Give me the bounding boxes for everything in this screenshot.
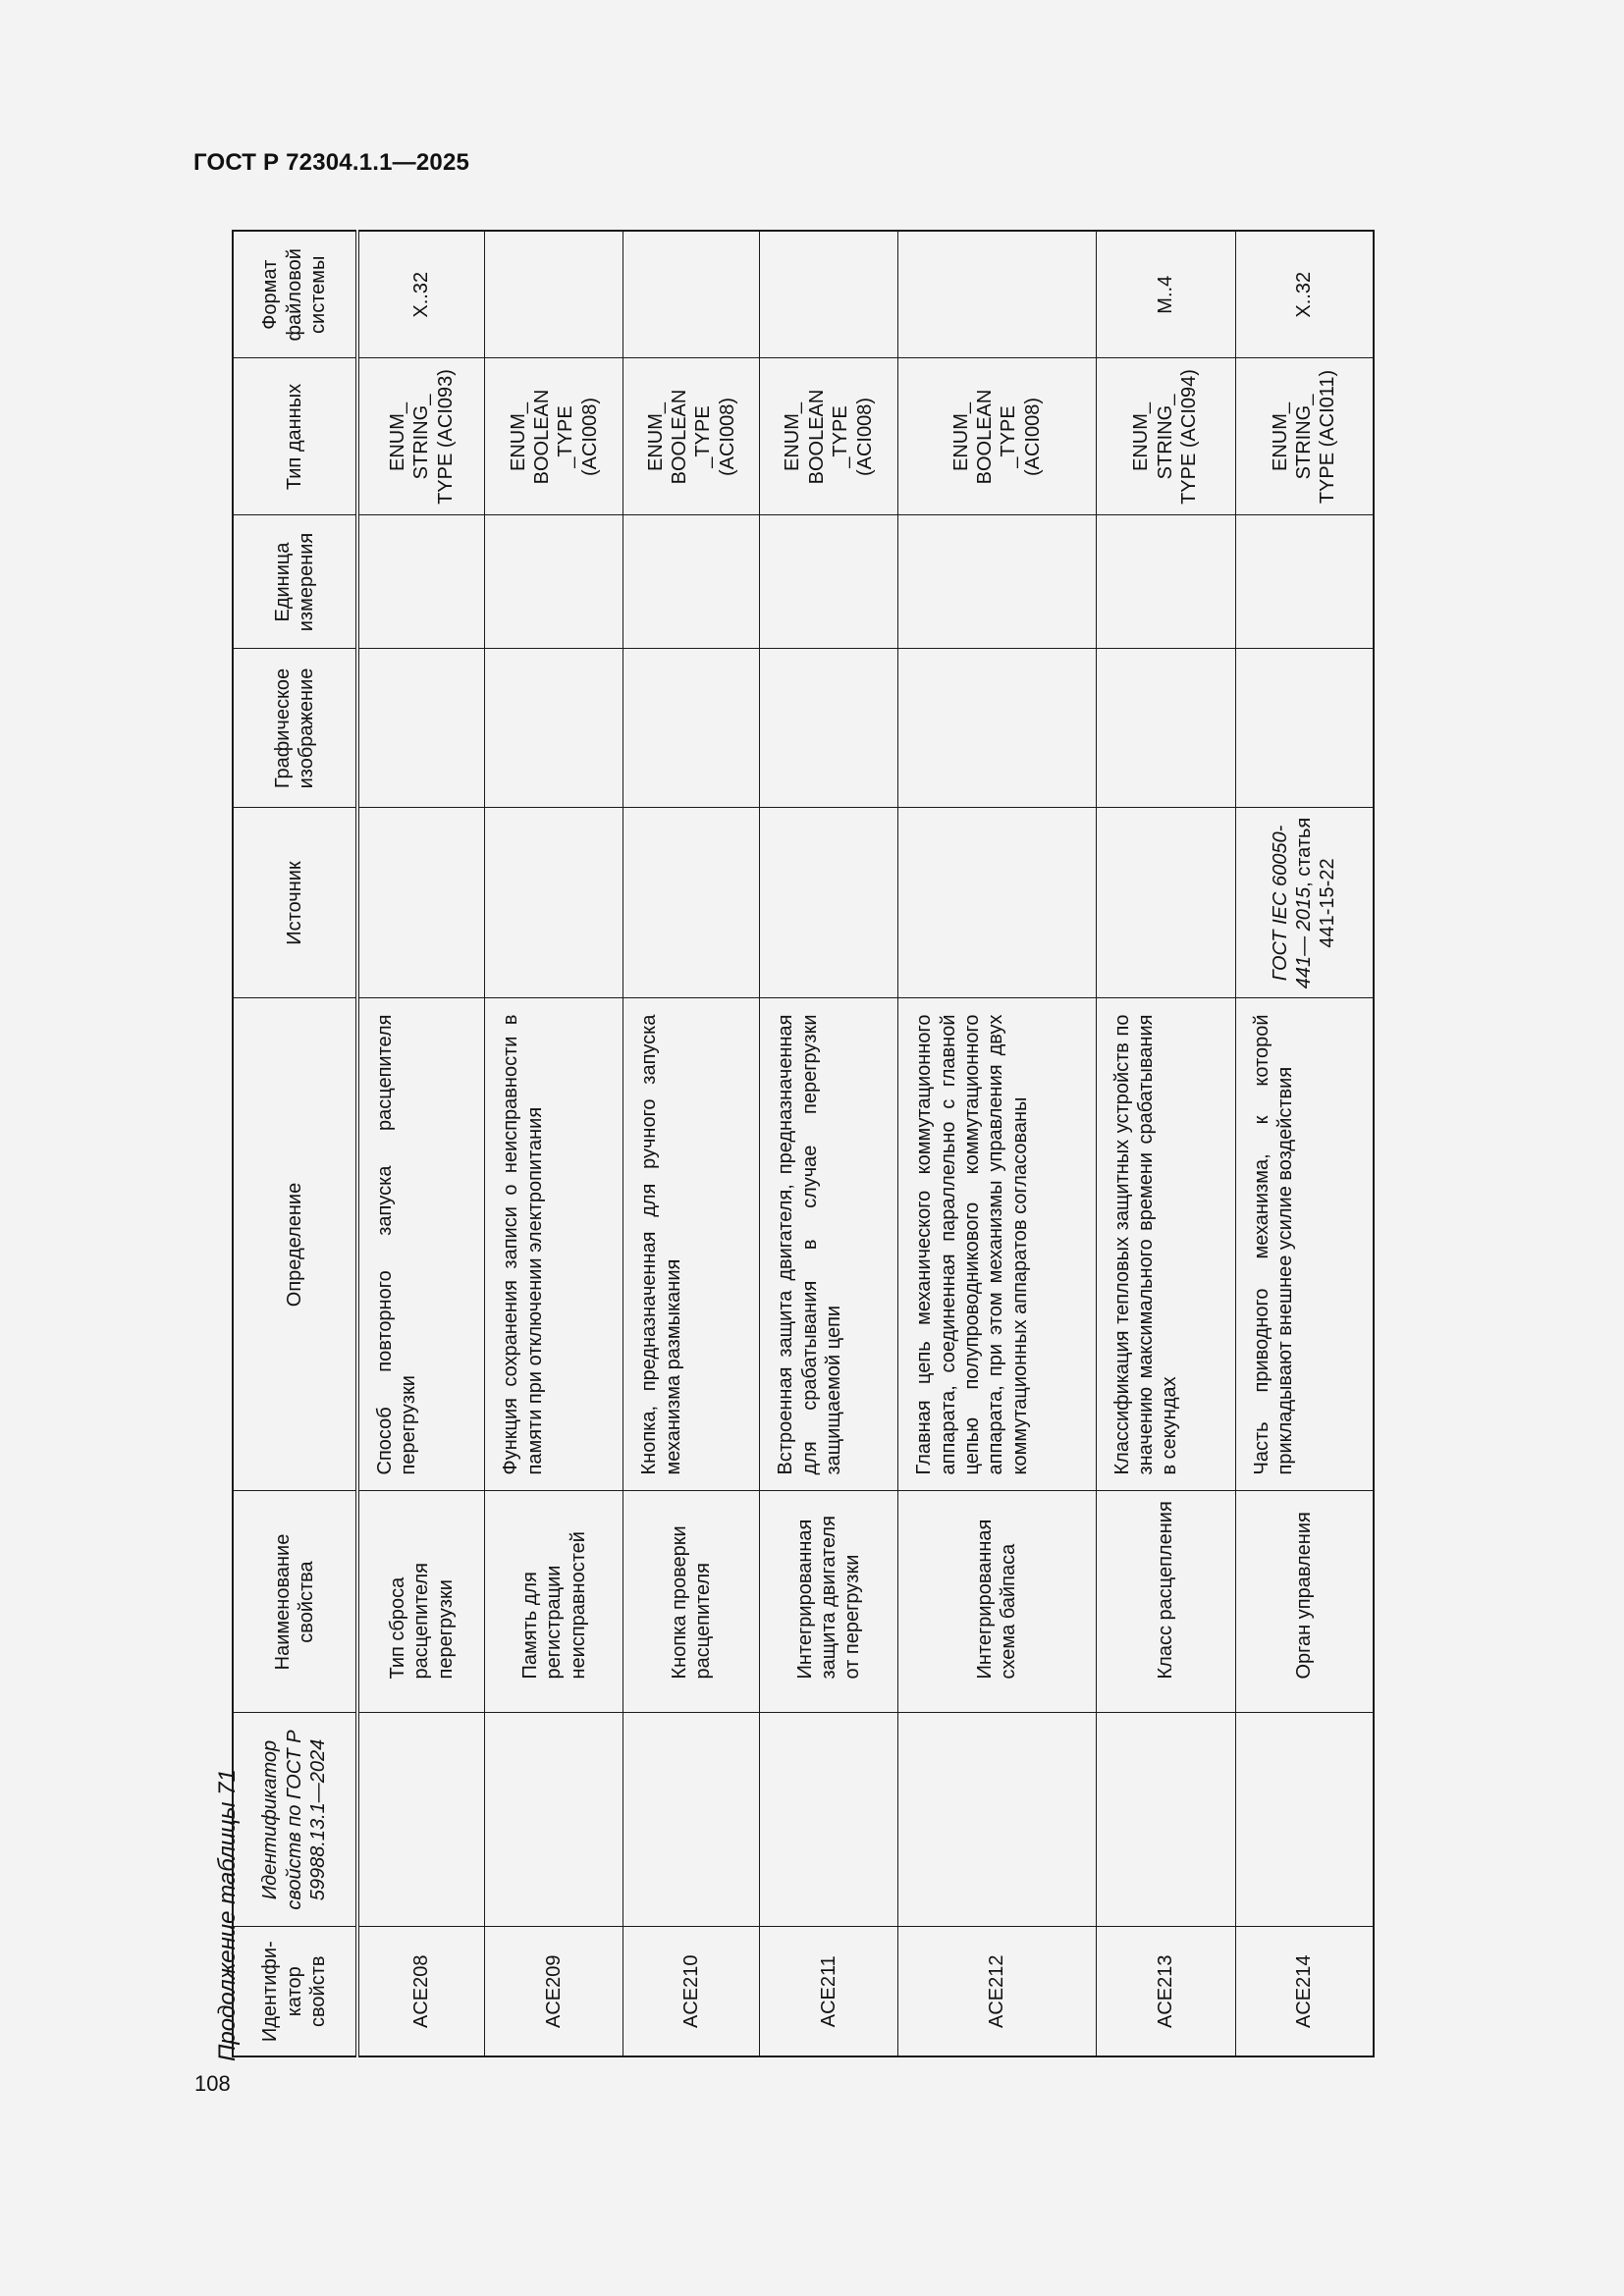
cell-datatype: ENUM_ BOOLEAN _TYPE (ACI008) xyxy=(485,358,623,515)
cell-unit xyxy=(760,515,898,649)
source-article: , статья 441-15-22 xyxy=(1293,817,1339,948)
cell-name: Интегрированная защита двигателя от перегрузки xyxy=(760,1491,898,1713)
cell-gost-id xyxy=(357,1713,485,1927)
cell-datatype: ENUM_ BOOLEAN _TYPE (ACI008) xyxy=(898,358,1096,515)
cell-gost-id xyxy=(760,1713,898,1927)
cell-format xyxy=(760,231,898,358)
cell-source xyxy=(1096,808,1235,998)
cell-format: X..32 xyxy=(1235,231,1374,358)
properties-table xyxy=(232,230,1375,2057)
cell-unit xyxy=(898,515,1096,649)
cell-id: ACE214 xyxy=(1235,1927,1374,2056)
table-row xyxy=(1235,231,1374,2056)
rotated-table-wrapper xyxy=(232,232,1375,2057)
cell-graphic xyxy=(898,649,1096,808)
cell-unit xyxy=(357,515,485,649)
col-header-datatype: Тип данных xyxy=(233,358,357,515)
col-header-gost-id: Идентификатор свойств по ГОСТ Р 59988.13.1—2024 xyxy=(233,1713,357,1927)
cell-id: ACE212 xyxy=(898,1927,1096,2056)
cell-gost-id xyxy=(898,1713,1096,1927)
cell-unit xyxy=(1235,515,1374,649)
table-row xyxy=(357,231,485,2056)
cell-datatype: ENUM_ STRING_ TYPE (ACI094) xyxy=(1096,358,1235,515)
cell-source xyxy=(485,808,623,998)
table-row xyxy=(485,231,623,2056)
cell-id: ACE208 xyxy=(357,1927,485,2056)
cell-source xyxy=(760,808,898,998)
cell-format: M..4 xyxy=(1096,231,1235,358)
col-header-unit: Единица измерения xyxy=(233,515,357,649)
col-header-graphic: Графическое изображение xyxy=(233,649,357,808)
cell-graphic xyxy=(485,649,623,808)
cell-format xyxy=(623,231,760,358)
cell-source xyxy=(1235,808,1374,998)
cell-definition: Часть приводного механизма, к которой прикладывают внешнее усилие воздействия xyxy=(1235,998,1374,1491)
cell-format xyxy=(898,231,1096,358)
cell-datatype: ENUM_ STRING_ TYPE (ACI011) xyxy=(1235,358,1374,515)
cell-graphic xyxy=(623,649,760,808)
cell-gost-id xyxy=(485,1713,623,1927)
cell-graphic xyxy=(357,649,485,808)
cell-unit xyxy=(1096,515,1235,649)
cell-name: Интегрированная схема байпаса xyxy=(898,1491,1096,1713)
table-header-row xyxy=(233,231,357,2056)
col-header-definition: Определение xyxy=(233,998,357,1491)
cell-gost-id xyxy=(1096,1713,1235,1927)
cell-name: Кнопка проверки расцепителя xyxy=(623,1491,760,1713)
cell-source xyxy=(623,808,760,998)
cell-definition: Главная цепь механического коммутационного аппарата, соединенная параллельно с главной цепью полупроводникового коммутационного аппарата, при этом механизмы управления двух коммутационных аппаратов согласованы xyxy=(898,998,1096,1491)
cell-source xyxy=(898,808,1096,998)
cell-name: Память для регистрации неисправностей xyxy=(485,1491,623,1713)
cell-id: ACE211 xyxy=(760,1927,898,2056)
cell-definition: Функция сохранения записи о неисправности в памяти при отключении электропитания xyxy=(485,998,623,1491)
cell-definition: Классификация тепловых защитных устройств по значению максимального времени срабатывания в секундах xyxy=(1096,998,1235,1491)
table-row xyxy=(623,231,760,2056)
cell-datatype: ENUM_ BOOLEAN _TYPE (ACI008) xyxy=(623,358,760,515)
cell-graphic xyxy=(1096,649,1235,808)
cell-format xyxy=(485,231,623,358)
document-header: ГОСТ Р 72304.1.1—2025 xyxy=(193,149,470,176)
table-row xyxy=(898,231,1096,2056)
table-caption: Продолжение таблицы 71 xyxy=(214,1769,241,2061)
cell-datatype: ENUM_ BOOLEAN _TYPE (ACI008) xyxy=(760,358,898,515)
cell-unit xyxy=(485,515,623,649)
cell-id: ACE210 xyxy=(623,1927,760,2056)
page-number: 108 xyxy=(194,2071,231,2096)
table-row xyxy=(760,231,898,2056)
cell-id: ACE213 xyxy=(1096,1927,1235,2056)
cell-gost-id xyxy=(1235,1713,1374,1927)
cell-name: Класс расцепления xyxy=(1096,1491,1235,1713)
cell-format: X..32 xyxy=(357,231,485,358)
cell-graphic xyxy=(760,649,898,808)
col-header-source: Источник xyxy=(233,808,357,998)
col-header-name: Наименование свойства xyxy=(233,1491,357,1713)
col-header-format: Формат файловой системы xyxy=(233,231,357,358)
cell-definition: Способ повторного запуска расцепителя перегрузки xyxy=(357,998,485,1491)
cell-gost-id xyxy=(623,1713,760,1927)
cell-id: ACE209 xyxy=(485,1927,623,2056)
table-row xyxy=(1096,231,1235,2056)
source-standard: ГОСТ IEC 60050-441— 2015 xyxy=(1269,825,1316,989)
cell-name: Тип сброса расцепителя перегрузки xyxy=(357,1491,485,1713)
cell-source xyxy=(357,808,485,998)
cell-datatype: ENUM_ STRING_ TYPE (ACI093) xyxy=(357,358,485,515)
cell-definition: Кнопка, предназначенная для ручного запуска механизма размыкания xyxy=(623,998,760,1491)
cell-definition: Встроенная защита двигателя, предназначенная для срабатывания в случае перегрузки защищаемой цепи xyxy=(760,998,898,1491)
cell-unit xyxy=(623,515,760,649)
cell-name: Орган управления xyxy=(1235,1491,1374,1713)
cell-graphic xyxy=(1235,649,1374,808)
col-header-id: Идентифи-катор свойств xyxy=(233,1927,357,2056)
